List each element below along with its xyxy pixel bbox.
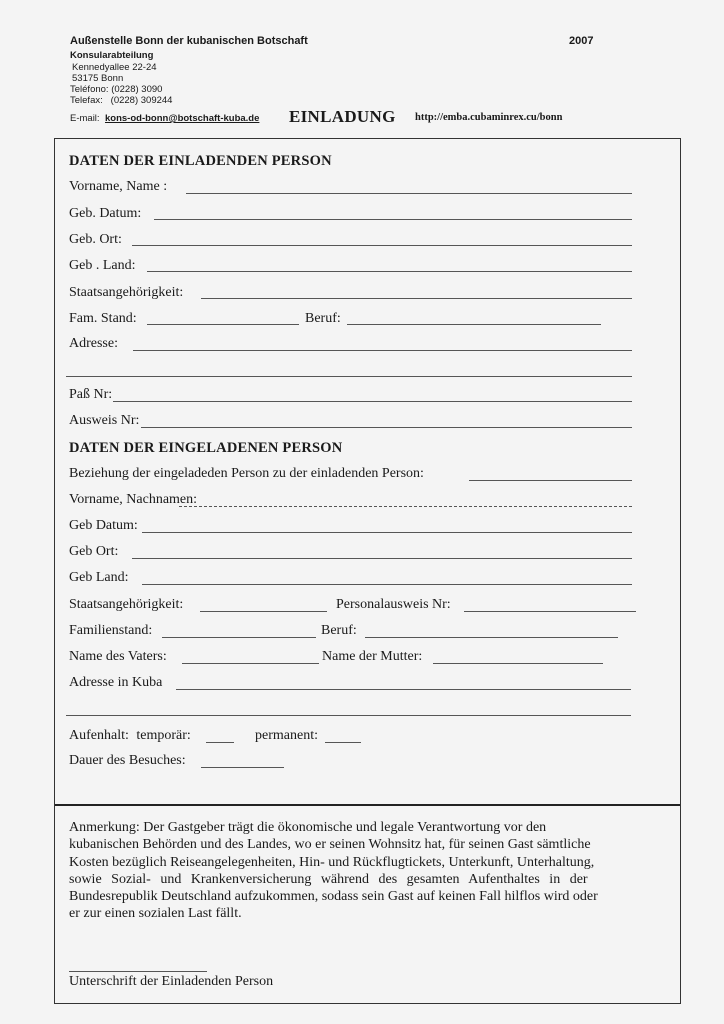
inviter-idcard-input[interactable] xyxy=(141,427,632,428)
inviter-birthplace-row xyxy=(69,231,122,249)
inviter-passport-label: Paß Nr: xyxy=(69,387,113,402)
invitee-nationality-label: Staatsangehörigkeit: xyxy=(69,597,184,612)
invitee-stay-label: Aufenhalt: xyxy=(69,728,129,743)
invitee-father-row xyxy=(69,648,167,666)
note-line: Anmerkung: Der Gastgeber trägt die ökonomische und legale Verantwortung vor den xyxy=(69,820,547,835)
invitee-birthcountry-row xyxy=(69,569,128,587)
inviter-address-row xyxy=(69,335,118,353)
invitee-mother-input[interactable] xyxy=(433,663,603,664)
inviter-birthplace-label: Geb. Ort: xyxy=(69,232,122,247)
inviter-profession-input[interactable] xyxy=(347,324,601,325)
department: Konsularabteilung xyxy=(70,50,154,61)
website-link[interactable]: http://emba.cubaminrex.cu/bonn xyxy=(415,112,563,123)
invitee-profession-row xyxy=(321,622,357,640)
inviter-name-input[interactable] xyxy=(186,193,632,194)
invitee-birthplace-row xyxy=(69,543,118,561)
street: Kennedyallee 22-24 xyxy=(72,62,157,73)
invitee-duration-row xyxy=(69,752,186,770)
invitee-father-label: Name des Vaters: xyxy=(69,649,167,664)
invitee-marital-input[interactable] xyxy=(162,637,316,638)
invitee-nationality-input[interactable] xyxy=(200,611,327,612)
invitee-idcard-row xyxy=(336,596,451,614)
invitee-idcard-input[interactable] xyxy=(464,611,636,612)
fax: Telefax: (0228) 309244 xyxy=(70,95,173,106)
invitee-marital-label: Familienstand: xyxy=(69,623,153,638)
invitee-marital-row xyxy=(69,622,152,640)
inviter-idcard-row xyxy=(69,412,139,430)
invitee-permanent-input[interactable] xyxy=(325,742,361,743)
invitee-name-label: Vorname, Nachnamen: xyxy=(69,492,198,507)
invitee-father-input[interactable] xyxy=(182,663,319,664)
invitee-relationship-input[interactable] xyxy=(469,480,632,481)
inviter-birthdate-row xyxy=(69,205,141,223)
invitee-section-title: DATEN DER EINGELADENEN PERSON xyxy=(69,440,343,456)
invitee-mother-label: Name der Mutter: xyxy=(322,649,423,664)
invitee-mother-row xyxy=(322,648,422,666)
invitee-duration-input[interactable] xyxy=(201,767,284,768)
note-line: er zur einen sozialen Last fällt. xyxy=(69,906,242,922)
phone: Teléfono: (0228) 3090 xyxy=(70,84,163,95)
invitee-address-row xyxy=(69,674,162,692)
note-line: sowie Sozial- und Krankenversicherung während des gesamten Aufenthaltes in der xyxy=(69,871,588,887)
inviter-name-label: Vorname, Name : xyxy=(69,179,168,194)
inviter-nationality-row xyxy=(69,284,183,302)
year: 2007 xyxy=(569,35,594,47)
signature-label: Unterschrift der Einladenden Person xyxy=(69,974,274,989)
inviter-birthcountry-label: Geb . Land: xyxy=(69,258,136,273)
invitee-address-label: Adresse in Kuba xyxy=(69,675,163,690)
inviter-nationality-input[interactable] xyxy=(201,298,632,299)
invitee-birthdate-row xyxy=(69,517,138,535)
doc-title: EINLADUNG xyxy=(289,107,396,126)
inviter-profession-label: Beruf: xyxy=(305,311,341,326)
inviter-address-label: Adresse: xyxy=(69,336,118,351)
invitee-profession-label: Beruf: xyxy=(321,623,357,638)
invitee-permanent-row xyxy=(255,727,318,745)
inviter-birthcountry-row xyxy=(69,257,135,275)
invitee-name-row xyxy=(69,491,197,509)
invitee-birthcountry-input[interactable] xyxy=(142,584,632,585)
email-link[interactable]: kons-od-bonn@botschaft-kuba.de xyxy=(105,113,260,124)
invitee-birthdate-label: Geb Datum: xyxy=(69,518,138,533)
inviter-passport-input[interactable] xyxy=(113,401,632,402)
inviter-address-input[interactable] xyxy=(133,350,632,351)
invitee-profession-input[interactable] xyxy=(365,637,618,638)
inviter-section-title: DATEN DER EINLADENDEN PERSON xyxy=(69,153,332,169)
inviter-address-input-2[interactable] xyxy=(66,376,632,377)
invitee-birthdate-input[interactable] xyxy=(142,532,632,533)
note-line: kubanischen Behörden und des Landes, wo er seinen Wohnsitz hat, für seinen Gast sämtliche xyxy=(69,837,591,853)
invitee-relationship-label: Beziehung der eingeladeden Person zu der einladenden Person: xyxy=(69,466,424,481)
invitee-birthplace-input[interactable] xyxy=(132,558,632,559)
invitee-idcard-label: Personalausweis Nr: xyxy=(336,597,451,612)
inviter-birthcountry-input[interactable] xyxy=(147,271,632,272)
org-name: Außenstelle Bonn der kubanischen Botschaft xyxy=(70,35,308,47)
invitee-birthcountry-label: Geb Land: xyxy=(69,570,129,585)
liability-note xyxy=(69,819,691,923)
signature-line[interactable] xyxy=(69,971,207,972)
invitee-name-input[interactable] xyxy=(179,506,632,507)
invitee-address-input-2[interactable] xyxy=(66,715,631,716)
invitee-birthplace-label: Geb Ort: xyxy=(69,544,119,559)
invitee-permanent-label: permanent: xyxy=(255,728,318,743)
invitee-temporary-input[interactable] xyxy=(206,742,234,743)
city: 53175 Bonn xyxy=(72,73,124,84)
email-label: E-mail: xyxy=(70,113,100,124)
inviter-marital-row xyxy=(69,310,137,328)
invitee-relationship-row xyxy=(69,465,424,483)
inviter-idcard-label: Ausweis Nr: xyxy=(69,413,140,428)
invitee-nationality-row xyxy=(69,596,183,614)
inviter-passport-row xyxy=(69,386,112,404)
invitee-stay-row xyxy=(69,727,191,745)
inviter-profession-row xyxy=(305,310,341,328)
inviter-birthplace-input[interactable] xyxy=(132,245,632,246)
inviter-marital-input[interactable] xyxy=(147,324,299,325)
inviter-birthdate-label: Geb. Datum: xyxy=(69,206,142,221)
inviter-name-row xyxy=(69,178,167,196)
invitee-address-input[interactable] xyxy=(176,689,631,690)
inviter-birthdate-input[interactable] xyxy=(154,219,632,220)
note-line: Bundesrepublik Deutschland aufzukommen, sodass sein Gast auf keinen Fall hilflos wird oder xyxy=(69,889,598,905)
note-line: Kosten bezüglich Reiseangelegenheiten, Hin- und Rückflugtickets, Unterkunft, Unterhaltung, xyxy=(69,854,595,870)
invitee-duration-label: Dauer des Besuches: xyxy=(69,753,186,768)
invitee-temporary-label: temporär: xyxy=(136,728,191,743)
inviter-marital-label: Fam. Stand: xyxy=(69,311,137,326)
inviter-nationality-label: Staatsangehörigkeit: xyxy=(69,285,184,300)
